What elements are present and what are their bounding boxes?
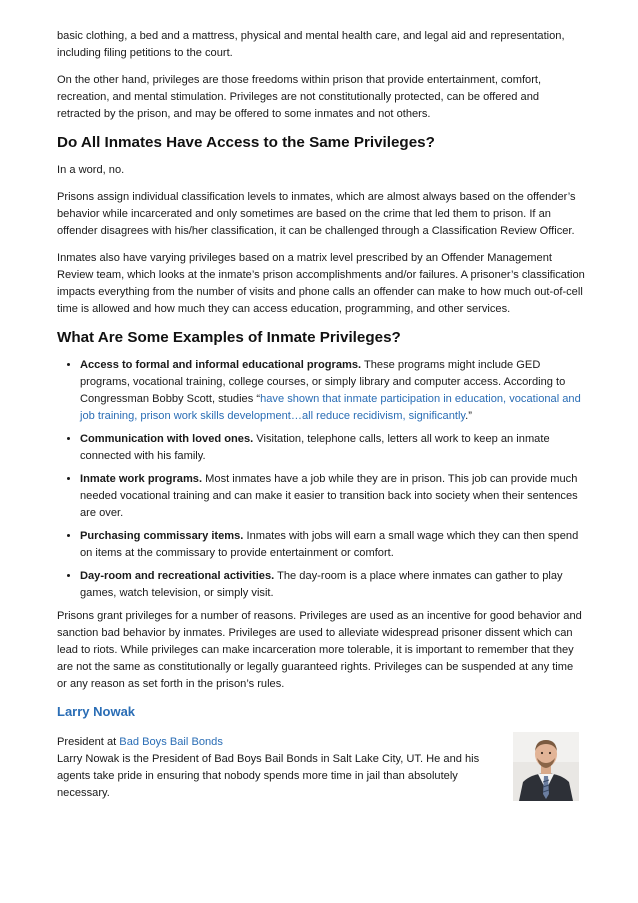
article-body: [57, 28, 585, 802]
intro-paragraph-2: On the other hand, privileges are those freedoms within prison that provide entertainment, comfort, recreation, and mental stimulation. Privileges are not constitutionally protected, can be offered and retracted by the prison, and may be offered to some inmates and not others.: [57, 74, 542, 120]
quote-link[interactable]: have shown that inmate participation in education, vocational and job training, prison work skills development…all reduce recidivism, significantly: [80, 393, 581, 422]
section1-paragraph-2: Prisons assign individual classification levels to inmates, which are almost always based on the offender’s behavior while incarcerated and only sometimes are based on the crime that led them to prison. If an offender disagrees with his/her classification, it can be challenged through a Classification Review Officer.: [57, 191, 576, 237]
list-item: [80, 568, 585, 602]
author-bio-block: [57, 734, 585, 802]
section1-paragraph-3: Inmates also have varying privileges based on a matrix level prescribed by an Offender Management Review team, which looks at the inmate’s prison accomplishments and/or failures. A prisoner’s classification impacts everything from the number of visits and phone calls an offender can make to how much out-of-cell time is allowed and how much they can access education, programming, and other services.: [57, 252, 585, 315]
author-role-prefix: President at: [57, 736, 120, 748]
author-text: [57, 734, 497, 802]
list-item-text: Visitation, telephone calls, letters all work to keep an inmate connected with his family.: [80, 433, 550, 462]
section-heading-same-privileges: Do All Inmates Have Access to the Same Privileges?: [57, 134, 435, 151]
list-item: [80, 357, 585, 425]
list-item-text: These programs might include GED programs, vocational training, college courses, or simply library and computer access. According to Congressman Bobby Scott, studies “: [80, 359, 566, 405]
author-photo: [513, 732, 579, 801]
closing-paragraph: Prisons grant privileges for a number of reasons. Privileges are used as an incentive for good behavior and sanction bad behavior by inmates. Privileges are used to alleviate widespread prisoner dissent which can lead to riots. While privileges can make incarceration more tolerable, it is important to remember that they are not the same as constitutionally or legally guaranteed rights. Privileges can be suspended at any time or any reason as set forth in the prison’s rules.: [57, 610, 582, 690]
list-item-title: Day-room and recreational activities.: [80, 570, 275, 582]
intro-paragraph-1: basic clothing, a bed and a mattress, physical and mental health care, and legal aid and representation, including filing petitions to the court.: [57, 30, 565, 59]
list-item-title: Communication with loved ones.: [80, 433, 254, 445]
list-item-title: Purchasing commissary items.: [80, 530, 244, 542]
list-item-text: The day-room is a place where inmates can gather to play games, watch television, or simply visit.: [80, 570, 563, 599]
list-item-title: Access to formal and informal educational programs.: [80, 359, 362, 371]
list-item: [80, 528, 585, 562]
author-role: [57, 734, 497, 751]
author-name-link[interactable]: Larry Nowak: [57, 704, 136, 719]
company-link[interactable]: Bad Boys Bail Bonds: [119, 736, 223, 748]
privileges-list: [57, 357, 585, 602]
list-item: [80, 471, 585, 522]
list-item-text: Most inmates have a job while they are in prison. This job can provide much needed vocational training and can make it easier to transition back into society when their sentences are over.: [80, 473, 578, 519]
list-item-text: Inmates with jobs will earn a small wage which they can then spend on items at the commissary to provide entertainment or comfort.: [80, 530, 579, 559]
list-item-title: Inmate work programs.: [80, 473, 203, 485]
section-heading-examples: What Are Some Examples of Inmate Privileges?: [57, 329, 401, 346]
author-bio: Larry Nowak is the President of Bad Boys Bail Bonds in Salt Lake City, UT. He and his agents take pride in ensuring that nobody spends more time in jail than absolutely necessary.: [57, 753, 480, 799]
list-item: [80, 431, 585, 465]
section1-paragraph-1: In a word, no.: [57, 164, 125, 176]
list-item-text-end: .”: [465, 410, 472, 422]
